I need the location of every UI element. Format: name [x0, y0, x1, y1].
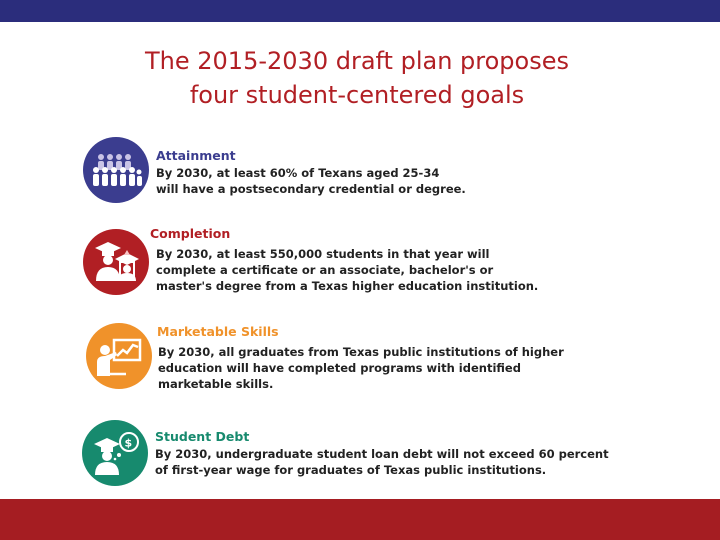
- goal-description: [158, 344, 564, 392]
- goal-text-line: By 2030, undergraduate student loan debt will not exceed 60 percent: [155, 447, 609, 461]
- goal-text-line: By 2030, all graduates from Texas public institutions of higher: [158, 345, 564, 359]
- goal-description: [155, 446, 609, 478]
- title-line-2: four student-centered goals: [189, 81, 525, 109]
- goal-text-line: will have a postsecondary credential or degree.: [156, 182, 466, 196]
- svg-text:$: $: [124, 436, 133, 450]
- goal-text-line: marketable skills.: [158, 377, 274, 391]
- graduates-icon: [83, 229, 149, 295]
- goal-text-line: master's degree from a Texas higher education institution.: [156, 279, 539, 293]
- goal-description: [156, 165, 466, 197]
- goal-heading: Marketable Skills: [157, 324, 279, 339]
- bottom-banner: [0, 499, 720, 540]
- goal-text-line: By 2030, at least 550,000 students in that year will: [156, 247, 490, 261]
- goal-text-line: By 2030, at least 60% of Texans aged 25-34: [156, 166, 440, 180]
- top-banner: [0, 0, 720, 22]
- presentation-chart-icon: [86, 323, 152, 389]
- people-group-icon: [83, 137, 149, 203]
- goal-heading: Completion: [150, 226, 231, 241]
- slide-title: [0, 44, 714, 112]
- goal-text-line: education will have completed programs with identified: [158, 361, 521, 375]
- goal-description: [156, 246, 538, 294]
- graduate-money-icon: [82, 420, 148, 486]
- goal-heading: Attainment: [156, 148, 236, 163]
- goal-text-line: complete a certificate or an associate, bachelor's or: [156, 263, 494, 277]
- goal-text-line: of first-year wage for graduates of Texas public institutions.: [155, 463, 547, 477]
- title-line-1: The 2015-2030 draft plan proposes: [145, 47, 569, 75]
- goal-heading: Student Debt: [155, 429, 250, 444]
